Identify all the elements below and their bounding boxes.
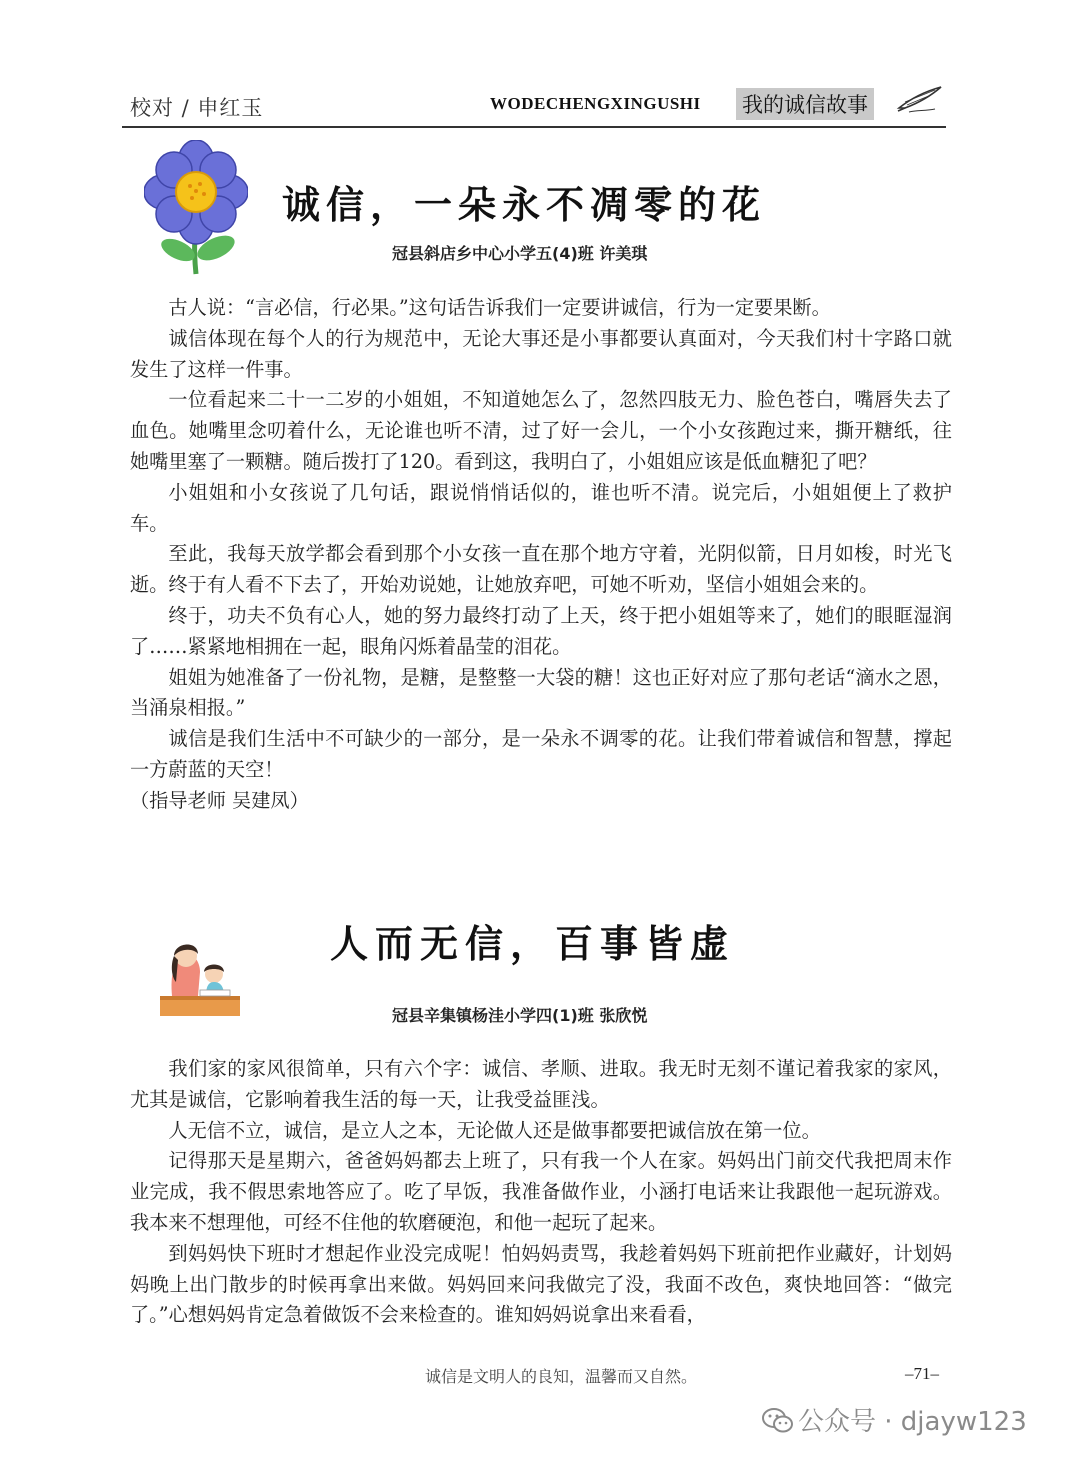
quill-pen-icon (895, 84, 945, 114)
watermark-text: 公众号 · djayw123 (798, 1407, 1027, 1437)
article1-paragraph: 诚信体现在每个人的行为规范中，无论大事还是小事都要认真面对，今天我们村十字路口就发生了这样一件事。 (130, 326, 952, 381)
article1-paragraph: 诚信是我们生活中不可缺少的一部分，是一朵永不调零的花。让我们带着诚信和智慧，撑起一方蔚蓝的天空！ (130, 727, 952, 781)
article2-paragraph: 记得那天是星期六，爸爸妈妈都去上班了，只有我一个人在家。妈妈出门前交代我把周末作业完成，我不假思索地答应了。吃了早饭，我准备做作业，小涵打电话来让我跟他一起玩游戏。我本来不想理他，可经不住他的软磨硬泡，和他一起玩了起来。 (130, 1149, 952, 1234)
article2-byline: 冠县辛集镇杨洼小学四(1)班 张欣悦 (392, 1006, 648, 1025)
article1-body (130, 293, 952, 817)
article1-paragraph: 小姐姐和小女孩说了几句话，跟说悄悄话似的，谁也听不清。说完后，小姐姐便上了救护车。 (130, 480, 952, 535)
footer-motto: 诚信是文明人的良知，温馨而又自然。 (425, 1367, 698, 1386)
article1-paragraph: 姐姐为她准备了一份礼物，是糖，是整整一大袋的糖！这也正好对应了那句老话“滴水之恩，当涌泉相报。” (130, 665, 952, 720)
article1-paragraph: 古人说：“言必信，行必果。”这句话告诉我们一定要讲诚信，行为一定要果断。 (168, 296, 831, 319)
header-divider (122, 126, 946, 128)
flower-icon (144, 140, 248, 276)
article1-byline: 冠县斜店乡中心小学五(4)班 许美琪 (392, 244, 648, 263)
article2-title: 人而无信，百事皆虚 (330, 922, 736, 966)
article1-paragraph: 至此，我每天放学都会看到那个小女孩一直在那个地方守着，光阴似箭，日月如梭，时光飞逝。终于有人看不下去了，开始劝说她，让她放弃吧，可她不听劝，坚信小姐姐会来的。 (130, 542, 952, 597)
article2-paragraph: 我们家的家风很简单，只有六个字：诚信、孝顺、进取。我无时无刻不谨记着我家的家风，尤其是诚信，它影响着我生活的每一天，让我受益匪浅。 (130, 1057, 952, 1111)
column-tag: 我的诚信故事 (736, 88, 874, 120)
article2-body (130, 1054, 952, 1331)
article1-paragraph: 一位看起来二十一二岁的小姐姐，不知道她怎么了，忽然四肢无力、脸色苍白，嘴唇失去了血色。她嘴里念叨着什么，无论谁也听不清，过了好一会儿，一个小女孩跑过来，撕开糖纸，往她嘴里塞了一颗糖。随后拨打了120。看到这，我明白了，小姐姐应该是低血糖犯了吧？ (130, 388, 952, 473)
wechat-icon (762, 1406, 794, 1436)
article2-paragraph: 人无信不立，诚信，是立人之本，无论做人还是做事都要把诚信放在第一位。 (168, 1118, 821, 1142)
series-pinyin: WODECHENGXINGUSHI (490, 94, 701, 113)
page-number: –71– (905, 1364, 939, 1383)
article1-title: 诚信，一朵永不凋零的花 (282, 183, 767, 227)
article1-paragraph: 终于，功夫不负有心人，她的努力最终打动了上天，终于把小姐姐等来了，她们的眼眶湿润了……紧紧地相拥在一起，眼角闪烁着晶莹的泪花。 (130, 603, 952, 658)
proofreader-label: 校对 / 申红玉 (130, 96, 264, 120)
mother-child-reading-icon (158, 938, 242, 1018)
article2-paragraph: 到妈妈快下班时才想起作业没完成呢！怕妈妈责骂，我趁着妈妈下班前把作业藏好，计划妈妈晚上出门散步的时候再拿出来做。妈妈回来问我做完了没，我面不改色，爽快地回答：“做完了。”心想妈妈肯定急着做饭不会来检查的。谁知妈妈说拿出来看看， (130, 1241, 952, 1327)
article1-teacher-credit: （指导老师 吴建凤） (130, 788, 309, 812)
